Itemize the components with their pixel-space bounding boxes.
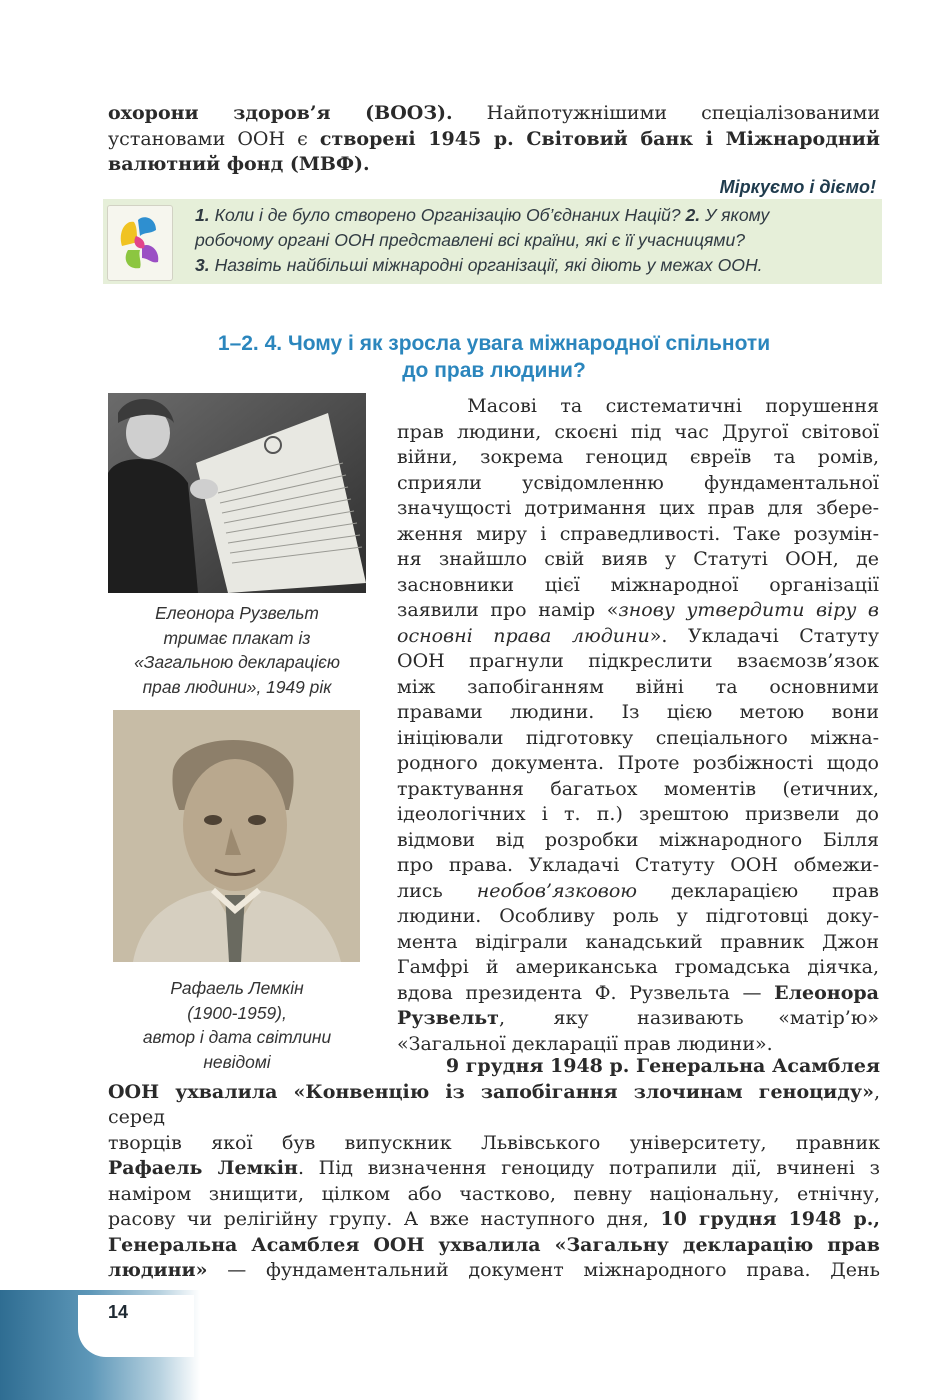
caption-line: тримає плакат із xyxy=(163,627,311,648)
body-line: правами людини. Із цією метою вони xyxy=(397,701,879,723)
question-number: 3. xyxy=(195,255,210,275)
quote-text: основні права людини xyxy=(397,624,650,647)
body-line xyxy=(108,1207,880,1233)
section-heading xyxy=(108,330,880,384)
body-line: «Загальної декларації прав людини». xyxy=(397,1032,773,1055)
body-line: ідеологічних і т. п.) зрештою призвели до xyxy=(397,803,879,825)
heading-line: 1–2. 4. Чому і як зросла увага міжнародної спільноти xyxy=(217,332,771,355)
body-text: декларацією прав xyxy=(637,879,879,902)
bold-name: Рафаель Лемкін xyxy=(108,1157,298,1179)
page-number-tab xyxy=(78,1295,194,1357)
body-line xyxy=(397,598,879,624)
bold-text: ООН ухвалила «Конвенцію із запобігання злочинам геноциду» xyxy=(108,1080,874,1103)
body-line: наміром знищити, цілком або частково, певну національну, етнічну, xyxy=(108,1182,880,1205)
body-line: Генеральна Асамблея ООН ухвалила «Загальну декларацію прав xyxy=(108,1233,880,1256)
photo-raphael-lemkin xyxy=(113,710,360,962)
body-line: ООН прагнули підкреслити взаємозв’язок xyxy=(397,650,879,672)
intro-bold-who: охорони здоров’я (ВООЗ). xyxy=(108,102,453,124)
photo-eleanor-roosevelt xyxy=(108,393,366,593)
body-line: ініціювали підготовку спеціального міжна- xyxy=(397,726,879,749)
page-number: 14 xyxy=(108,1302,129,1322)
body-line: сприяли усвідомленню фундаментальної xyxy=(397,471,879,494)
caption-line: Рафаель Лемкін xyxy=(170,978,304,998)
body-line: ментa відіграли канадський правник Джон xyxy=(397,930,879,953)
body-text: , серед xyxy=(108,1080,880,1128)
body-line: творців якої був випускник Львівського університету, правник xyxy=(108,1131,880,1154)
body-text-column xyxy=(397,394,879,1057)
body-text: расову чи релігійну групу. А вже наступного дня, xyxy=(108,1208,661,1230)
caption-line: «Загальною декларацією xyxy=(134,652,340,672)
question-number: 2. xyxy=(685,205,701,225)
body-line xyxy=(108,1258,880,1284)
body-line xyxy=(397,879,879,905)
caption-line: Елеонора Рузвельт xyxy=(155,603,319,623)
caption-line: невідомі xyxy=(203,1051,271,1072)
body-text: . Під визначення геноциду потрапили дії, вчинені з xyxy=(297,1157,881,1179)
body-line xyxy=(397,981,879,1007)
body-line: Гамфрі й американська громадська діячка, xyxy=(397,956,879,978)
intro-bold-text: створені 1945 р. Світовий банк і Міжнародний xyxy=(319,127,880,150)
quote-text: знову утвердити віру в xyxy=(618,599,879,621)
body-line: війни, зокрема геноцид євреїв та ромів, xyxy=(397,446,879,468)
body-text-bottom xyxy=(108,1054,880,1284)
intro-text: Найпотужнішими спеціалізованими xyxy=(452,102,880,124)
body-line: родного документа. Проте розбіжності щодо xyxy=(397,752,879,774)
question-line xyxy=(195,253,878,278)
body-line xyxy=(108,1156,880,1182)
intro-line xyxy=(108,101,880,127)
photo-caption-1 xyxy=(108,601,366,699)
body-text: вдова президента Ф. Рузвельта — xyxy=(397,981,775,1004)
body-text: заявили про намір « xyxy=(397,599,619,621)
intro-line xyxy=(108,127,880,153)
question-number: 1. xyxy=(195,205,210,225)
body-line xyxy=(397,1006,879,1032)
caption-line: автор і дата світлини xyxy=(142,1027,332,1047)
think-act-title: Міркуємо і діємо! xyxy=(719,177,876,197)
body-line: людини. Особливу роль у підготовці доку- xyxy=(397,905,879,927)
body-line xyxy=(397,624,879,650)
caption-line: прав людини», 1949 рік xyxy=(142,676,332,697)
body-line: значущості дотримання цих прав для збере- xyxy=(397,497,879,519)
question-text: Назвіть найбільші міжнародні організації, які діють у межах ООН. xyxy=(209,255,763,275)
body-text: , яку називають «матір’ю» xyxy=(498,1007,879,1029)
body-line: між запобіганням війні та основними xyxy=(397,675,879,698)
question-text: У якому xyxy=(700,205,770,225)
body-line: 9 грудня 1948 р. Генеральна Асамблея xyxy=(406,1055,880,1077)
body-line: засновники цієї міжнародної організації xyxy=(397,573,879,596)
intro-paragraph xyxy=(108,101,880,178)
bold-text: 10 грудня 1948 р., xyxy=(660,1208,880,1230)
intro-text: установами ООН є xyxy=(108,127,320,150)
heading-line: до прав людини? xyxy=(402,359,586,382)
emphasis-text: необов’язковою xyxy=(476,879,637,902)
body-line: відмови від розробки міжнародного Білля xyxy=(397,828,879,851)
body-line: прав людини, скоєні під час Другої світової xyxy=(397,420,879,443)
body-line: трактування багатьох моментів (етичних, xyxy=(397,777,879,800)
intro-line xyxy=(108,152,880,178)
intro-bold-text: валютний фонд (МВФ). xyxy=(108,153,370,175)
caption-line: (1900-1959), xyxy=(187,1002,287,1023)
body-text: ». Укладачі Статуту xyxy=(649,624,879,647)
question-text: Коли і де було створено Організацію Об’єднаних Націй? xyxy=(209,205,686,225)
body-line xyxy=(108,1080,880,1131)
body-line: про права. Укладачі Статуту ООН обмежи- xyxy=(397,854,879,876)
hands-icon xyxy=(107,205,173,281)
body-line: ження миру і справедливості. Таке розумін- xyxy=(397,522,879,545)
question-line xyxy=(195,203,878,228)
think-act-questions xyxy=(195,203,878,278)
body-line: ня знайшло свій вияв у Статуті ООН, де xyxy=(397,548,879,570)
bold-name: Рузвельт xyxy=(397,1007,499,1029)
body-text: — фундаментальний документ міжнародного права. День xyxy=(207,1259,880,1281)
bold-text: людини» xyxy=(108,1259,208,1281)
bold-name: Елеонора xyxy=(774,981,879,1004)
body-line: Масові та систематичні порушення xyxy=(397,395,879,417)
body-text: лись xyxy=(397,879,477,902)
question-line: робочому органі ООН представлені всі країни, які є її учасницями? xyxy=(195,230,746,250)
